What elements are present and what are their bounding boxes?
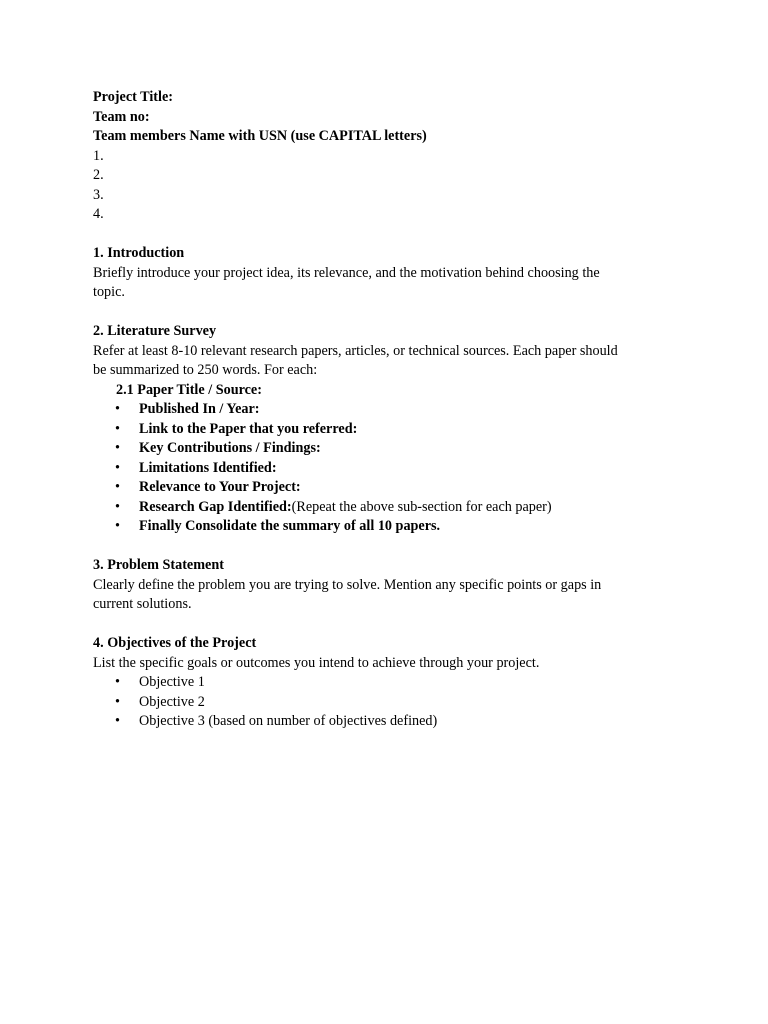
list-item bbox=[93, 673, 683, 693]
bullet-icon: • bbox=[115, 498, 120, 515]
member-line: 2. bbox=[93, 167, 104, 183]
member-line: 1. bbox=[93, 147, 104, 164]
project-title-label: Project Title: bbox=[93, 89, 173, 105]
list-item-label: Published In / Year: bbox=[139, 401, 260, 417]
list-item bbox=[93, 478, 683, 498]
member-line: 3. bbox=[93, 186, 104, 203]
list-item bbox=[93, 517, 683, 537]
bullet-icon: • bbox=[115, 693, 120, 710]
list-item-label: Limitations Identified: bbox=[139, 459, 277, 476]
literature-survey-text: be summarized to 250 words. For each: bbox=[93, 362, 318, 378]
team-no-label: Team no: bbox=[93, 108, 150, 125]
literature-survey-text: Refer at least 8-10 relevant research papers, articles, or technical sources. Each paper should bbox=[93, 342, 618, 359]
bullet-icon: • bbox=[115, 518, 120, 534]
list-item bbox=[93, 459, 683, 479]
list-item bbox=[93, 498, 683, 518]
spacer bbox=[93, 537, 683, 557]
list-item bbox=[93, 400, 683, 420]
paper-title-subheading: 2.1 Paper Title / Source: bbox=[116, 381, 262, 398]
list-item-note: (Repeat the above sub-section for each paper) bbox=[291, 498, 552, 515]
list-item-label: Research Gap Identified: bbox=[139, 498, 292, 515]
spacer bbox=[93, 615, 683, 635]
objective-label: Objective 2 bbox=[139, 693, 205, 710]
list-item-label: Finally Consolidate the summary of all 10 papers. bbox=[139, 518, 441, 534]
bullet-icon: • bbox=[115, 713, 120, 729]
bullet-icon: • bbox=[115, 420, 120, 437]
bullet-icon: • bbox=[115, 674, 120, 690]
objectives-text: List the specific goals or outcomes you intend to achieve through your project. bbox=[93, 654, 540, 671]
list-item bbox=[93, 439, 683, 459]
member-line: 4. bbox=[93, 206, 104, 222]
problem-statement-heading: 3. Problem Statement bbox=[93, 557, 224, 573]
introduction-text: Briefly introduce your project idea, its relevance, and the motivation behind choosing the bbox=[93, 264, 600, 281]
problem-statement-text: Clearly define the problem you are trying to solve. Mention any specific points or gaps in bbox=[93, 576, 602, 593]
team-members-label: Team members Name with USN (use CAPITAL letters) bbox=[93, 128, 427, 144]
introduction-heading: 1. Introduction bbox=[93, 245, 185, 261]
bullet-icon: • bbox=[115, 479, 120, 495]
objective-label: Objective 3 (based on number of objectives defined) bbox=[139, 713, 438, 729]
introduction-text: topic. bbox=[93, 284, 125, 300]
bullet-icon: • bbox=[115, 401, 120, 417]
bullet-icon: • bbox=[115, 440, 120, 456]
spacer bbox=[93, 225, 683, 245]
document-body bbox=[93, 88, 683, 732]
list-item-label: Key Contributions / Findings: bbox=[139, 440, 321, 456]
list-item-label: Link to the Paper that you referred: bbox=[139, 420, 358, 437]
spacer bbox=[93, 303, 683, 323]
list-item bbox=[93, 420, 683, 440]
list-item-label: Relevance to Your Project: bbox=[139, 479, 301, 495]
bullet-icon: • bbox=[115, 459, 120, 476]
problem-statement-text: current solutions. bbox=[93, 596, 192, 612]
list-item bbox=[93, 693, 683, 713]
list-item bbox=[93, 712, 683, 732]
objective-label: Objective 1 bbox=[139, 674, 205, 690]
literature-survey-heading: 2. Literature Survey bbox=[93, 323, 217, 339]
objectives-heading: 4. Objectives of the Project bbox=[93, 635, 257, 651]
